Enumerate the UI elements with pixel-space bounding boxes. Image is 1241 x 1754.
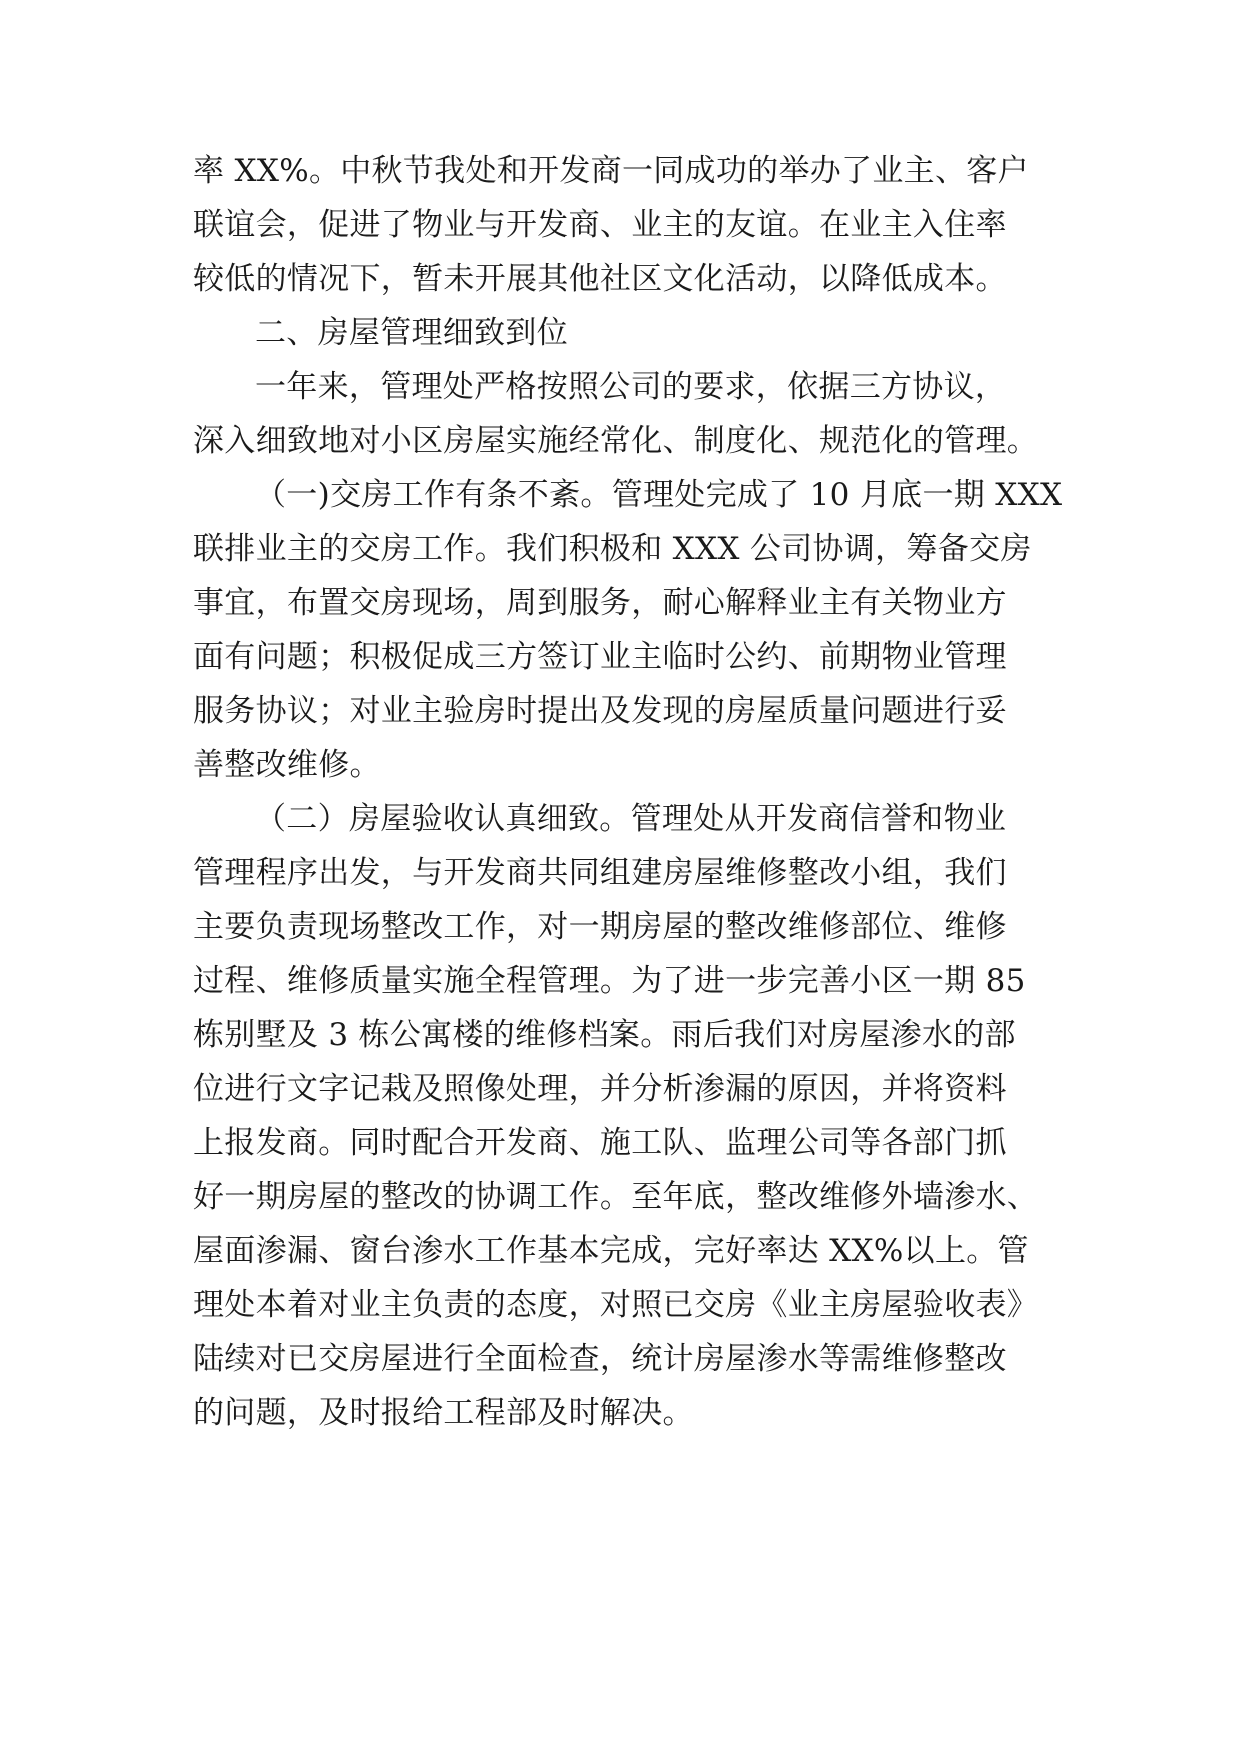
text-line: 面有问题；积极促成三方签订业主临时公约、前期物业管理: [193, 639, 1007, 675]
text-line: 深入细致地对小区房屋实施经常化、制度化、规范化的管理。: [193, 423, 1039, 459]
section-heading: 二、房屋管理细致到位: [255, 315, 568, 351]
text-line: 好一期房屋的整改的协调工作。至年底，整改维修外墙渗水、: [193, 1179, 1039, 1215]
text-line: 理处本着对业主负责的态度，对照已交房《业主房屋验收表》: [193, 1287, 1039, 1323]
text-line: 陆续对已交房屋进行全面检查，统计房屋渗水等需维修整改: [193, 1341, 1007, 1377]
text-line: 率 XX%。中秋节我处和开发商一同成功的举办了业主、客户: [193, 153, 1029, 189]
text-line: （二）房屋验收认真细致。管理处从开发商信誉和物业: [255, 801, 1007, 837]
text-line: 服务协议；对业主验房时提出及发现的房屋质量问题进行妥: [193, 693, 1007, 729]
text-line: 事宜，布置交房现场，周到服务，耐心解释业主有关物业方: [193, 585, 1007, 621]
text-line: 的问题，及时报给工程部及时解决。: [193, 1395, 694, 1431]
text-line: （一)交房工作有条不紊。管理处完成了 10 月底一期 XXX: [255, 477, 1063, 513]
text-line: 屋面渗漏、窗台渗水工作基本完成，完好率达 XX%以上。管: [193, 1233, 1029, 1269]
text-line: 较低的情况下，暂未开展其他社区文化活动，以降低成本。: [193, 261, 1007, 297]
text-line: 上报发商。同时配合开发商、施工队、监理公司等各部门抓: [193, 1125, 1007, 1161]
text-line: 善整改维修。: [193, 747, 381, 783]
text-line: 一年来，管理处严格按照公司的要求，依据三方协议，: [255, 369, 1007, 405]
text-line: 主要负责现场整改工作，对一期房屋的整改维修部位、维修: [193, 909, 1007, 945]
text-line: 联排业主的交房工作。我们积极和 XXX 公司协调，筹备交房: [193, 531, 1032, 567]
text-line: 联谊会，促进了物业与开发商、业主的友谊。在业主入住率: [193, 207, 1007, 243]
text-line: 管理程序出发，与开发商共同组建房屋维修整改小组，我们: [193, 855, 1007, 891]
text-line: 位进行文字记栽及照像处理，并分析渗漏的原因，并将资料: [193, 1071, 1007, 1107]
text-line: 栋别墅及 3 栋公寓楼的维修档案。雨后我们对房屋渗水的部: [193, 1017, 1016, 1053]
text-line: 过程、维修质量实施全程管理。为了进一步完善小区一期 85: [193, 963, 1026, 999]
